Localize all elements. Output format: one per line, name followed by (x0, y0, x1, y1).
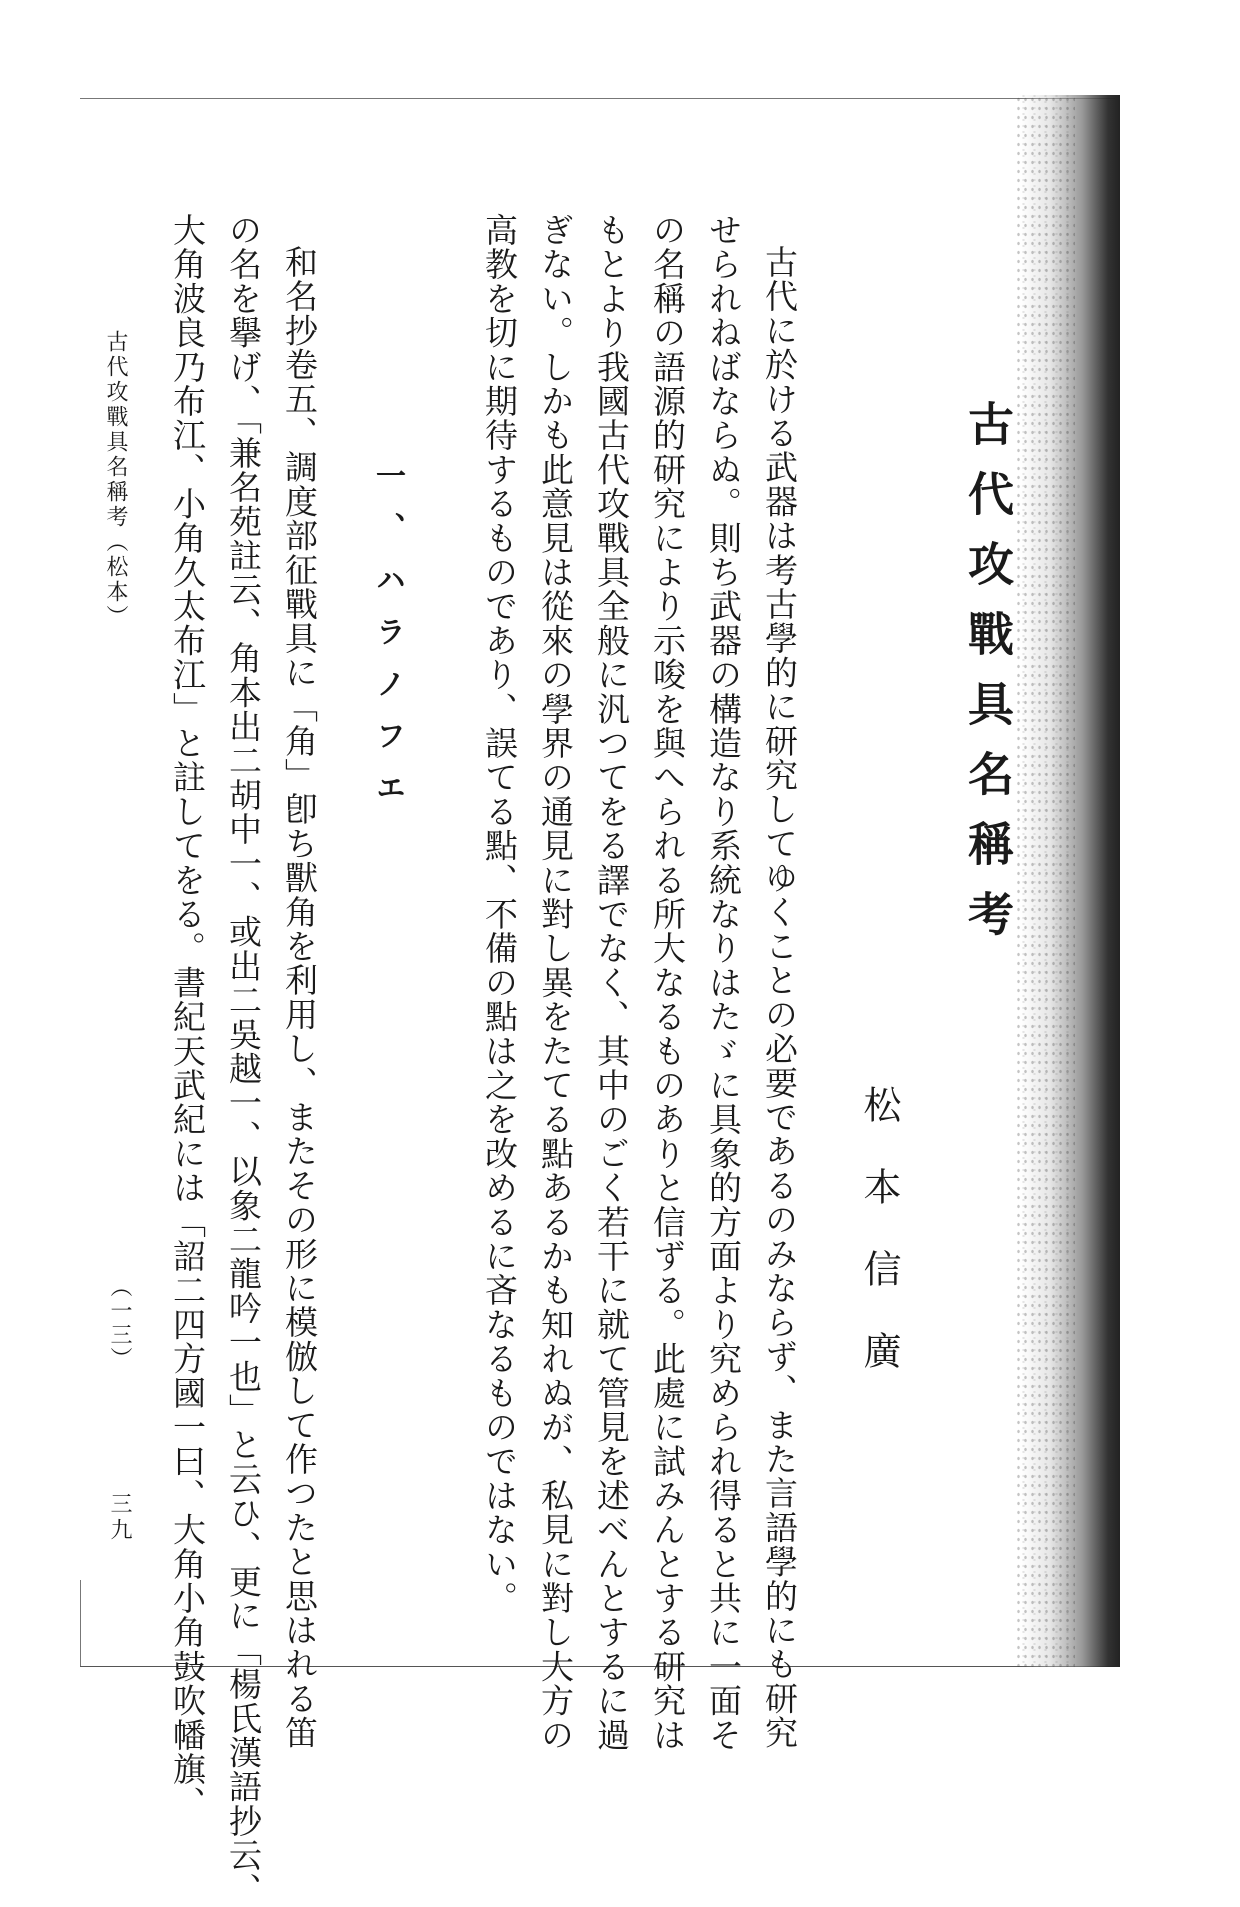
page-number-paren: （一三） (107, 1275, 132, 1371)
intro-line-1: 古代に於ける武器は考古學的に研究してゆくことの必要であるのみならず、また言語學的にも研究 (760, 245, 799, 1750)
intro-line-4: もとより我國古代攻戰具全般に汎つてをる譯でなく、其中のごく若干に就て管見を述べんとするに過 (592, 213, 631, 1752)
binding-speckle (1015, 95, 1075, 1667)
intro-line-5: ぎない。しかも此意見は從來の學界の通見に對し異をたてる點あるかも知れぬが、私見に對し大方の (536, 213, 575, 1752)
section-line-1: 和名抄卷五、調度部征戰具に「角」卽ち獸角を利用し、またその形に模倣して作つたと思はれる笛 (280, 245, 319, 1750)
intro-line-3: の名稱の語源的研究により示唆を與へられる所大なるものありと信ずる。此處に試みんとする研究は (648, 213, 687, 1752)
intro-line-6: 高教を切に期待するものであり、誤てる點、不備の點は之を改めるに吝なるものではない。 (480, 213, 519, 1616)
intro-line-2: せられねばならぬ。則ち武器の構造なり系統なりはたゞに具象的方面より究められ得ると共に一面そ (704, 213, 743, 1752)
left-rule (80, 1580, 81, 1666)
article-title: 古代攻戰具名稱考 (961, 400, 1015, 960)
section-heading: 一、ハラノフエ (370, 460, 405, 824)
author-name: 松本信廣 (857, 1085, 901, 1413)
top-rule (80, 98, 1115, 99)
running-title: 古代攻戰具名稱考（松本） (103, 330, 128, 630)
page-number: 三九 (107, 1492, 132, 1544)
section-line-2: の名を擧げ、「兼名苑註云、角本出二胡中一、或出二吳越一、以象二龍吟一也」と云ひ、更に「楊氏漢語抄云、 (224, 213, 263, 1907)
section-line-3: 大角波良乃布江、小角久太布江」と註してをる。書紀天武紀には「詔二四方國一曰、大角小角鼓吹幡旗、 (168, 213, 207, 1821)
